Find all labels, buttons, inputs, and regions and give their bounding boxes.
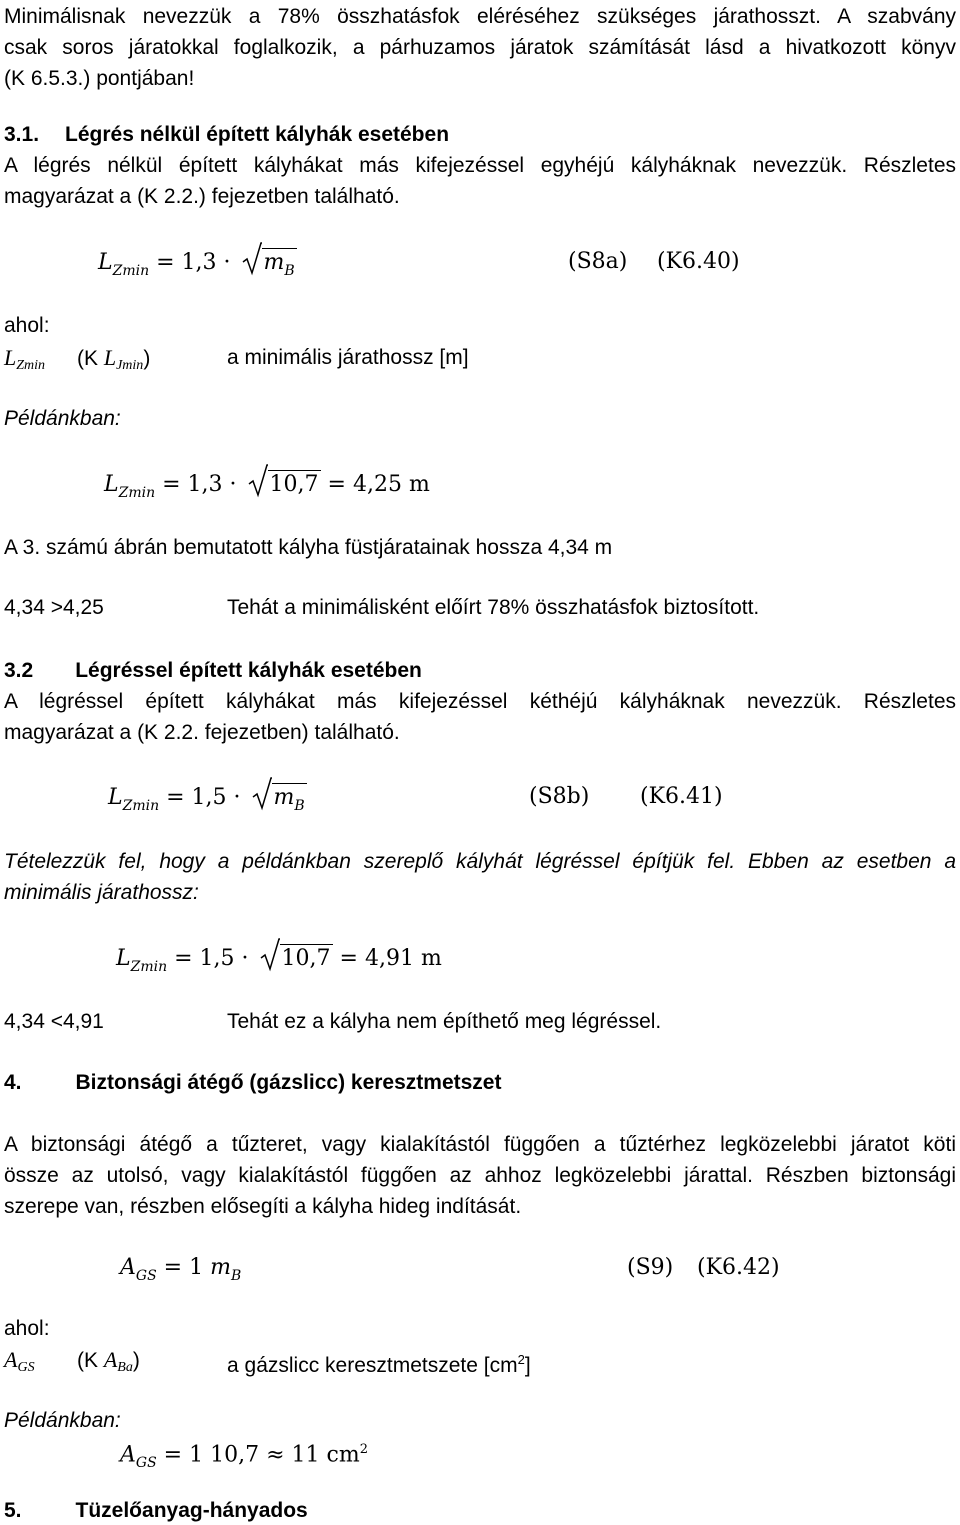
section-heading-5: [4, 1498, 956, 1524]
formula-s9: [120, 1254, 241, 1284]
multiply-dot: ·: [233, 785, 241, 810]
equation-ref-k6-41: (K6.41): [640, 784, 723, 809]
section-number: 3.1.: [4, 123, 40, 146]
formula-symbol: L: [104, 472, 119, 497]
s31-paragraph-line-1: A légrés nélkül épített kályhákat más kifejezéssel egyhéjú kályháknak nevezzük. Részletes: [4, 154, 956, 177]
formula-symbol: A: [120, 1255, 136, 1280]
formula-subscript: GS: [135, 1268, 157, 1284]
description-superscript: 2: [517, 1352, 525, 1367]
equals-sign: =: [327, 472, 346, 497]
formula-symbol: L: [108, 785, 123, 810]
s4-paragraph-line-3: szerepe van, részben elősegíti a kályha hideg indítását.: [4, 1195, 522, 1218]
example-formula-s4: [120, 1436, 368, 1471]
section-heading-4: [4, 1070, 956, 1096]
equation-ref-k6-40: (K6.40): [657, 249, 740, 274]
square-root: [248, 470, 321, 499]
intro-line-3: (K 6.5.3.) pontjában!: [4, 67, 195, 90]
formula-symbol: A: [120, 1442, 136, 1468]
comparison-conclusion: Tehát a minimálisként előírt 78% összhatásfok biztosított.: [227, 596, 760, 619]
radicand-subscript: B: [284, 263, 295, 279]
section-number: 3.2: [4, 659, 34, 682]
formula-coefficient: 1,3: [187, 472, 223, 497]
formula-s8b: [108, 783, 307, 814]
definition-alias: [77, 345, 150, 375]
assumption-line-2: minimális járathossz:: [4, 881, 199, 904]
description-text: a gázslicc keresztmetszete [cm: [227, 1354, 518, 1377]
symbol-main: L: [4, 345, 17, 370]
formula-subscript: Zmin: [122, 798, 160, 814]
formula-coefficient: 1: [189, 1442, 204, 1468]
symbol-main: A: [4, 1347, 18, 1372]
formula-subscript: Zmin: [130, 959, 168, 975]
formula-coefficient: 1,5: [191, 785, 227, 810]
approx-sign: ≈: [266, 1442, 285, 1468]
equals-sign: =: [339, 946, 358, 971]
comparison-conclusion: Tehát ez a kályha nem építhető meg légréssel.: [227, 1010, 662, 1033]
radical-sign-icon: [248, 464, 268, 498]
section-title: Légréssel épített kályhák esetében: [75, 659, 422, 682]
symbol-subscript: GS: [17, 1360, 35, 1375]
assumption-line-1: Tételezzük fel, hogy a példánkban szereplő kályhát légréssel építjük fel. Ebben az esetben a: [4, 850, 956, 873]
figure-reference-text: A 3. számú ábrán bemutatott kályha füstjáratainak hossza 4,34 m: [4, 536, 613, 559]
formula-rhs-symbol: m: [210, 1255, 231, 1280]
example-label: Példánkban:: [4, 407, 121, 430]
s32-paragraph-line-1: A légréssel épített kályhákat más kifejezéssel kéthéjú kályháknak nevezzük. Részletes: [4, 690, 956, 713]
radicand-symbol: m: [263, 250, 285, 275]
intro-line-1: Minimálisnak nevezzük a 78% összhatásfok eléréséhez szükséges járathosszt. A szabvány: [4, 5, 956, 28]
radicand-subscript: B: [294, 798, 305, 814]
s4-paragraph-line-1: A biztonsági átégő a tűzteret, vagy kialakítástól függően a tűztérhez legközelebbi járatot köti: [4, 1133, 956, 1156]
alias-subscript: Ba: [117, 1360, 133, 1375]
formula-rhs-subscript: B: [230, 1268, 242, 1284]
square-root: [252, 783, 307, 814]
radicand-symbol: m: [273, 785, 295, 810]
formula-symbol: L: [116, 946, 131, 971]
symbol-subscript: Zmin: [16, 358, 46, 373]
radicand-value: 10,7: [281, 946, 331, 971]
intro-line-2: csak soros járatokkal foglalkozik, a párhuzamos járatok számítását lásd a hivatkozott könyv: [4, 36, 956, 59]
equals-sign: =: [162, 472, 181, 497]
equation-ref-s8a: (S8a): [568, 249, 628, 274]
section-heading-3-2: [4, 658, 956, 684]
section-number: 4.: [4, 1071, 22, 1094]
alias-prefix: (K: [77, 1349, 104, 1372]
radicand-value: 10,7: [269, 472, 319, 497]
s31-paragraph-line-2: magyarázat a (K 2.2.) fejezetben található.: [4, 185, 400, 208]
alias-prefix: (K: [77, 347, 104, 370]
formula-coefficient: 1: [189, 1255, 204, 1280]
s32-paragraph-line-2: magyarázat a (K 2.2. fejezetben) található.: [4, 721, 400, 744]
equals-sign: =: [166, 785, 185, 810]
alias-symbol: L: [103, 345, 117, 370]
equation-ref-s9: (S9): [627, 1255, 674, 1280]
formula-subscript: GS: [135, 1455, 157, 1472]
section-title: Tüzelőanyag-hányados: [75, 1499, 308, 1522]
alias-subscript: Jmin: [116, 358, 144, 373]
square-root: [242, 248, 297, 279]
result-superscript: 2: [359, 1442, 368, 1457]
comparison-left: 4,34 <4,91: [4, 1010, 104, 1033]
formula-result: 4,25 m: [352, 472, 430, 497]
definition-description: [227, 1347, 531, 1379]
formula-coefficient: 1,3: [181, 250, 217, 275]
formula-value: 10,7: [210, 1442, 260, 1468]
equals-sign: =: [156, 250, 175, 275]
section-title: Biztonsági átégő (gázslicc) keresztmetszet: [75, 1071, 502, 1094]
formula-subscript: Zmin: [112, 263, 150, 279]
section-number: 5.: [4, 1499, 22, 1522]
formula-result: 11 cm: [291, 1442, 360, 1468]
definition-alias: [77, 1347, 140, 1377]
radical-sign-icon: [252, 777, 272, 811]
equation-ref-k6-42: (K6.42): [697, 1255, 780, 1280]
s4-paragraph-line-2: össze az utolsó, vagy kialakítástól függően az ahhoz legközelebbi járattal. Részben biztonsági: [4, 1164, 956, 1187]
where-label: ahol:: [4, 314, 50, 337]
comparison-left: 4,34 >4,25: [4, 596, 104, 619]
example-formula-s32: [116, 944, 442, 975]
example-label: Példánkban:: [4, 1409, 121, 1432]
multiply-dot: ·: [223, 250, 231, 275]
equals-sign: =: [163, 1255, 183, 1280]
example-formula-s31: [104, 470, 430, 501]
multiply-dot: ·: [229, 472, 237, 497]
section-heading-3-1: [4, 122, 956, 148]
description-end: ]: [524, 1354, 531, 1377]
formula-coefficient: 1,5: [199, 946, 235, 971]
definition-description: a minimális járathossz [m]: [227, 346, 469, 369]
formula-result: 4,91 m: [364, 946, 442, 971]
alias-suffix: ): [132, 1349, 140, 1372]
formula-subscript: Zmin: [118, 485, 156, 501]
alias-symbol: A: [103, 1347, 118, 1372]
formula-symbol: L: [98, 250, 113, 275]
radical-sign-icon: [242, 242, 262, 276]
where-label: ahol:: [4, 1317, 50, 1340]
square-root: [260, 944, 333, 973]
section-title: Légrés nélkül épített kályhák esetében: [65, 123, 450, 146]
multiply-dot: ·: [241, 946, 249, 971]
equals-sign: =: [163, 1442, 183, 1468]
definition-symbol: [4, 345, 45, 375]
equals-sign: =: [174, 946, 193, 971]
formula-s8a: [98, 248, 297, 279]
equation-ref-s8b: (S8b): [529, 784, 590, 809]
definition-symbol: [4, 1347, 35, 1377]
alias-suffix: ): [143, 347, 151, 370]
radical-sign-icon: [260, 938, 280, 972]
